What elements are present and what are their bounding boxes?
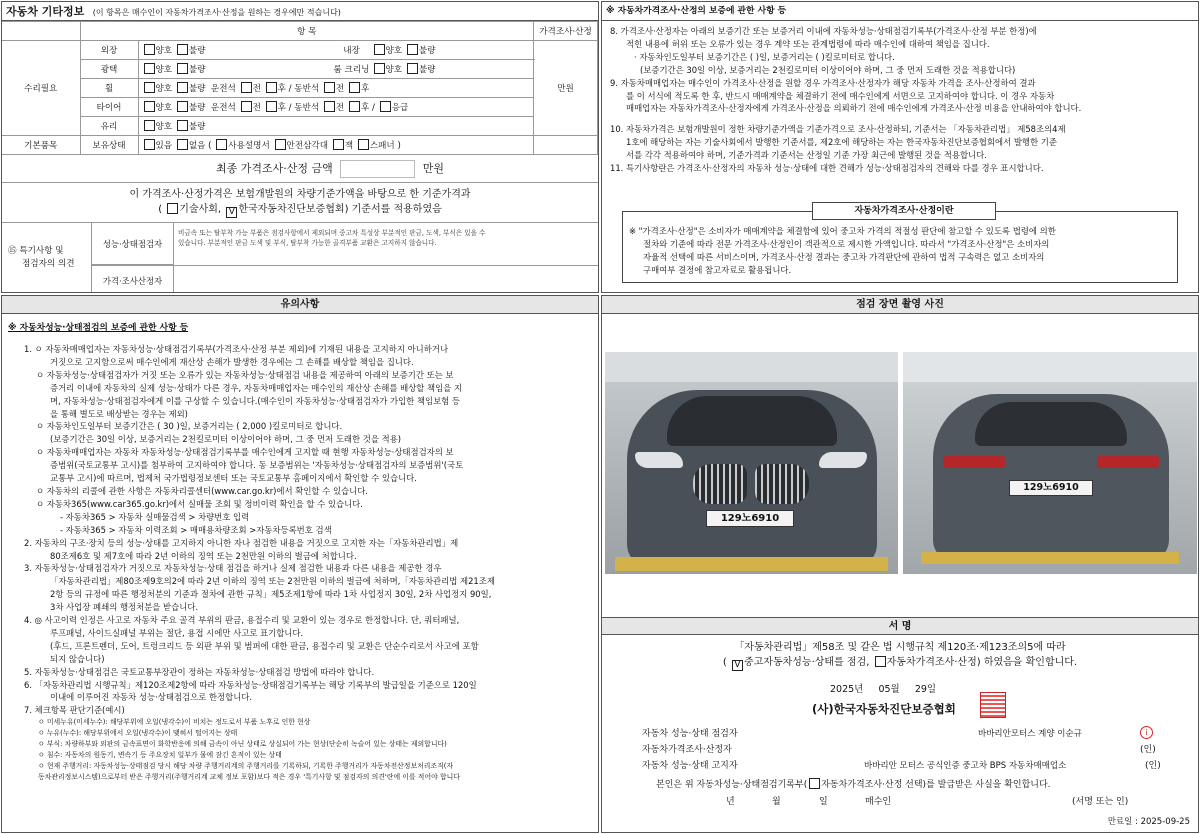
item11: 11. 특기사항란은 가격조사·산정자의 자동차 성능·상태에 대한 견해가 성능·상태점검자의 견해와 다를 경우 표시합니다. xyxy=(610,163,1044,174)
sign-line2b: 자동차가격조사·산정) 하였음을 확인합니다. xyxy=(886,657,1078,668)
inspector-opinion-text2: 있습니다. 부분적인 판금 도색 및 부식, 탈부착 가능한 골격부품 교환은 고지하지 않습니다. xyxy=(178,239,437,247)
item9-l3: 매매업자는 자동차가격조사·산정자에게 가격조사·산정을 의뢰하기 전에 매수인에게 가격조사·산정 비용을 안내하여야 합니다. xyxy=(626,103,1082,114)
repair-unit: 만원 xyxy=(534,41,598,136)
criteria-line: ㅇ 현재 주행거리: 자동차성능·상태점검 당시 해당 차량 주행거리계의 주행거리를 기록하되, 기록한 주행거리가 자동차전산정보처리조직(자 xyxy=(38,762,454,771)
opinion-label2: 점검자의 의견 xyxy=(22,259,75,269)
criteria-line: 동차관리정보시스템)으로부터 받은 주행거리(주행거리계 교체 정보 포함)보다 적은 경우 '특기사항 및 점검자의 의견'란에 이를 적어야 합니다 xyxy=(38,773,460,782)
gloss-bad-checkbox[interactable] xyxy=(177,63,188,74)
room-good-checkbox[interactable] xyxy=(374,63,385,74)
box-text-l3: 자율적 선택에 따른 서비스이며, 가격조사·산정 결과는 중고차 가격판단에 관하여 법적 구속력은 없고 소비자의 xyxy=(643,251,1045,262)
wheel-driver-front-checkbox[interactable] xyxy=(241,82,252,93)
other-info-title: 자동차 기타정보 xyxy=(6,5,85,18)
notice-line: 5. 자동차성능·상태점검은 국토교통부장관이 정하는 자동차성능·상태점검 방법에 따라야 합니다. xyxy=(24,666,375,677)
final-price-input[interactable] xyxy=(340,160,415,178)
row-exterior: 외장 xyxy=(80,41,138,60)
notice-line: 4. ◎ 사고이력 인정은 사고로 자동차 주요 골격 부위의 판금, 용접수리 및 교환이 있는 경우로 한정합니다. 단, 쿼터패널, xyxy=(24,615,460,626)
basis-line1: 이 가격조사·산정가격은 보험개발원의 차량기준가액을 바탕으로 한 기준가격과 xyxy=(129,189,471,200)
sign-month: 05월 xyxy=(878,684,900,695)
opinion-label1: ⑮ 특기사항 및 xyxy=(8,246,64,256)
notice-line: 3차 사업장 폐쇄의 행정처분을 받습니다. xyxy=(50,602,199,613)
buyer-day: 일 xyxy=(819,797,828,807)
stand2-base xyxy=(921,552,1179,564)
photo-title: 점검 장면 촬영 사진 xyxy=(602,296,1198,314)
basis-opt2: 한국자동차진단보증협회) 기준서를 적용하였음 xyxy=(238,204,442,215)
sign-appraiser-seal: (인) xyxy=(1140,745,1156,755)
notice-line: 2. 자동차의 구조·장치 등의 성능·상태를 고지하지 아니한 자나 점검한 내용을 거짓으로 고지한 자는「자동차관리법」제 xyxy=(24,537,459,548)
tire-good-checkbox[interactable] xyxy=(144,101,155,112)
rear-car-photo xyxy=(903,352,1197,574)
basic-have-checkbox[interactable] xyxy=(144,139,155,150)
notice-line: ㅇ 자동차매매업자는 자동차 자동차성능·상태점검기록부를 매수인에게 고지할 때 현행 자동차성능·상태점검자의 보 xyxy=(36,447,454,458)
price-box-title: 자동차가격조사·산정이란 xyxy=(812,202,996,220)
notice-line: 루프패널, 사이드실패널 부위는 절단, 용접 시에만 사고로 표기합니다. xyxy=(50,627,304,638)
notice-line: 2항 등의 규정에 따른 행정처분의 기준과 절차에 관한 규칙」제5조제1항에 따라 1차 사업정지 30일, 2차 사업정지 90일, xyxy=(50,589,492,600)
sign-inspector-label: 자동차 성능·상태 점검자 xyxy=(642,729,738,739)
item8-l1: 8. 가격조사·산정자는 아래의 보증기간 또는 보증거리 이내에 자동차성능·상태점검기록부(가격조사·산정 부분 한정)에 xyxy=(610,26,1037,36)
photo-sign-panel: 점검 장면 촬영 사진 129노6910 129노6910 서 명 「자동차관리법」제58조 및 같은 법 시행규칙 제120조·제123조의5에 따라 ( V 중고자동차성능·상태를 점검, 자동차가격조사·산정) 하였음을 확인합니다. 2025년 05월 29일 (사)한국자동차진단보증협회 자동차 성능·상태 점검자 바바리안모터스 계양 이순규 i 자동차가격조사·산정자 (인) 자동차 성능·상태 고지자 바바리안 모터스 공식인증 중고차 BPS 자동차매매업소 (인) 본인은 위 자동차성능·상태점검기록부( 자동차가격조사·산정 선택)를 발급받은 사실을 확인합니다. 년 월 일 매수인 (서명 또는 인) 만료일 : 2025-09-25 xyxy=(601,295,1199,833)
tire-pass-front-checkbox[interactable] xyxy=(324,101,335,112)
box-text-l2: 절차와 기준에 따라 전문 가격조사·산정인이 객관적으로 제시한 가액입니다. 따라서 "가격조사·산정"은 소비자의 xyxy=(643,238,1050,249)
front-car-photo xyxy=(605,352,898,574)
notice-title: 유의사항 xyxy=(2,296,598,314)
manual-checkbox[interactable] xyxy=(216,139,227,150)
wheel-driver-rear-checkbox[interactable] xyxy=(266,82,277,93)
notice-line: 6. 「자동차관리법 시행규칙」제120조제2항에 따라 자동차성능·상태점검기록부는 해당 기록부의 발급일을 기준으로 120일 xyxy=(24,679,477,690)
sign-day: 29일 xyxy=(914,684,937,695)
glass-good-checkbox[interactable] xyxy=(144,120,155,131)
photo2-ceiling xyxy=(903,352,1197,382)
other-info-subtitle: (이 항목은 매수인이 자동차가격조사·산정을 원하는 경우에만 적습니다) xyxy=(92,8,341,17)
box-text-l4: 구매여부 결정에 참고자료로 활용됩니다. xyxy=(643,264,792,275)
row-gloss: 광택 xyxy=(80,60,138,79)
appraiser-opinion-label: 가격·조사산정자 xyxy=(92,265,174,293)
item10-l1: 10. 자동차가격은 보험개발원이 정한 차량기준가액을 기준가격으로 조사·산정하되, 기준서는 「자동차관리법」 제58조의4제 xyxy=(610,124,1066,135)
notice-small xyxy=(8,717,598,783)
stand-base xyxy=(615,557,888,571)
basic-none-checkbox[interactable] xyxy=(177,139,188,150)
gloss-good-checkbox[interactable] xyxy=(144,63,155,74)
item10-l2: 1호에 해당하는 자는 기술사회에서 발행한 기준서를, 제2호에 해당하는 자는 한국자동차진단보증협회에서 발행한 기준 xyxy=(626,137,1057,148)
interior-bad-checkbox[interactable] xyxy=(407,44,418,55)
sign-notice-name: 바바리안 모터스 공식인증 중고차 BPS 자동차매매업소 xyxy=(864,761,1067,771)
box-text-l1: ※ "가격조사·산정"은 소비자가 매매계약을 체결함에 있어 중고차 가격의 적절성 판단에 참고할 수 있도록 법령에 의한 xyxy=(629,226,1056,236)
sign-notice-label: 자동차 성능·상태 고지자 xyxy=(642,761,738,771)
notice-line: 증범위(국토교통부 고시)를 첨부하여 고지하여야 합니다. 동 보증범위는 '자동차성능·상태점검자의 보증범위'(국토 xyxy=(50,460,464,471)
notice-line: 교통부 고시)에 따르며, 법제처 국가법령정보센터 또는 국토교통부 홈페이지에서 확인할 수 있습니다. xyxy=(50,473,417,484)
final-price-unit: 만원 xyxy=(422,162,444,175)
receipt-price-checkbox[interactable] xyxy=(809,778,820,789)
item8-l2: 적힌 내용에 허위 또는 오류가 있는 경우 계약 또는 관계법령에 따라 매수인에 대하여 책임을 집니다. xyxy=(626,38,990,49)
sign-inspector-name: 바바리안모터스 계양 이순규 xyxy=(978,729,1082,739)
grille-right xyxy=(755,464,809,504)
col-item: 항 목 xyxy=(80,22,534,41)
car-windshield xyxy=(667,396,837,446)
exterior-bad-checkbox[interactable] xyxy=(177,44,188,55)
room-bad-checkbox[interactable] xyxy=(407,63,418,74)
basis-kaida-checkbox[interactable]: V xyxy=(226,207,237,218)
notice-line: 거짓으로 고지함으로써 매수인에게 재산상 손해가 발생한 경우에는 그 손해를 배상할 책임을 집니다. xyxy=(50,356,414,367)
buyer-label: 매수인 xyxy=(865,797,892,807)
notice-line: 1. ㅇ 자동차매매업자는 자동차성능·상태점검기록부(가격조사·산정 부분 제외)에 기재된 내용을 고지하지 아니하거나 xyxy=(24,344,449,354)
front-plate: 129노6910 xyxy=(706,510,794,527)
notice-line: 80조제6호 및 제7호에 따라 2년 이하의 징역 또는 2천만원 이하의 벌금에 처합니다. xyxy=(50,550,357,561)
item10-l3: 서를 각각 적용하여야 하며, 기준가격과 기준서는 산정일 기준 가장 최근에 발행된 것을 적용합니다. xyxy=(626,150,987,161)
criteria-line: ㅇ 미세누유(미세누수): 해당부위에 오일(냉각수)이 비치는 정도로서 부품 노후로 인한 현상 xyxy=(38,718,311,727)
item9-l2: 를 이 서식에 적도록 한 후, 반드시 매매계약을 체결하기 전에 매수인에게 서면으로 고지하여야 합니다. 이 경우 자동차 xyxy=(626,90,1055,101)
buyer-sign: (서명 또는 인) xyxy=(1072,797,1129,807)
row-interior: 내장 xyxy=(343,46,360,56)
rear-plate: 129노6910 xyxy=(1009,480,1093,496)
other-info-table: 항 목 가격조사·산정 수리필요 외장 양호 불량 내장 양호 불량 만원 광택 양호 불량 룸 크리닝 양호 불량 휠 양호 불량 운전석 전 후 / 동반석 전 후 타이어 양호 불량 운전석 전 후 / 동반석 전 후 / 응급 유리 양호 불량 기본품목 보유상태 있음 없음 ( 사용설명서 안전삼각대 잭 스패너 ) xyxy=(2,21,598,155)
basis-tech-checkbox[interactable] xyxy=(167,203,178,214)
row-tire: 타이어 xyxy=(80,98,138,117)
inspector-seal-icon: i xyxy=(1140,726,1153,739)
notice-line: (후드, 프론트펜더, 도어, 트렁크리드 등 외판 부위 및 범퍼에 대한 판금, 용접수리 및 교환은 단순수리로서 사고에 포함 xyxy=(50,640,479,651)
wheel-pass-rear-checkbox[interactable] xyxy=(349,82,360,93)
sign-title: 서 명 xyxy=(602,617,1198,635)
expiry-date: 만료일 : 2025-09-25 xyxy=(1107,817,1190,827)
inspector-opinion-label: 성능·상태점검자 xyxy=(92,223,174,265)
photo-ceiling xyxy=(605,352,898,382)
notice-line: ㅇ 자동차365(www.car365.go.kr)에서 실매물 조회 및 정비이력 확인을 할 수 있습니다. xyxy=(36,498,363,509)
price-guarantee-panel xyxy=(601,1,1199,293)
tire-spare-checkbox[interactable] xyxy=(380,101,391,112)
wheel-bad-checkbox[interactable] xyxy=(177,82,188,93)
sign-line2a: 중고자동차성능·상태를 점검, xyxy=(743,657,870,668)
item8-l4: (보증기간은 30일 이상, 보증거리는 2천킬로미터 이상이어야 하며, 그 중 먼저 도래한 것을 적용합니다) xyxy=(640,64,1016,75)
price-guarantee-title: ※ 자동차가격조사·산정의 보증에 관한 사항 등 xyxy=(602,2,1198,21)
wheel-good-checkbox[interactable] xyxy=(144,82,155,93)
wheel-pass-front-checkbox[interactable] xyxy=(324,82,335,93)
row-wheel: 휠 xyxy=(80,79,138,98)
headlight-right xyxy=(819,452,867,468)
triangle-checkbox[interactable] xyxy=(275,139,286,150)
repair-label: 수리필요 xyxy=(2,41,80,136)
taillight-left xyxy=(943,456,1005,468)
notice-lines xyxy=(8,343,598,717)
basic-state: 보유상태 xyxy=(80,136,138,155)
notice-panel xyxy=(1,295,599,833)
taillight-right xyxy=(1097,456,1159,468)
car2-rear-window xyxy=(975,402,1127,446)
notice-line: ㅇ 자동차의 리콜에 관한 사항은 자동차리콜센터(www.car.go.kr)에서 확인할 수 있습니다. xyxy=(36,485,368,496)
tire-driver-rear-checkbox[interactable] xyxy=(266,101,277,112)
row-glass: 유리 xyxy=(80,117,138,136)
buyer-year: 년 xyxy=(726,797,735,807)
notice-line: 이내에 이루어진 자동차 성능·상태점검으로 한정합니다. xyxy=(50,692,253,703)
sign-line1: 「자동차관리법」제58조 및 같은 법 시행규칙 제120조·제123조의5에 따라 xyxy=(734,642,1066,653)
final-price-label: 최종 가격조사·산정 금액 xyxy=(215,162,333,175)
org-seal-stamp xyxy=(980,692,1006,718)
notice-line: ㅇ 자동차성능·상태점검자가 거짓 또는 오류가 있는 자동차성능·상태점검 내용을 제공하여 아래의 보증기간 또는 보 xyxy=(36,369,454,380)
criteria-line: ㅇ 부식: 차량하부와 외판의 금속표면이 화학반응에 의해 금속이 아닌 상태로 상실되어 가는 현상(단순히 녹슬어 있는 상태는 제외합니다) xyxy=(38,740,447,749)
criteria-line: ㅇ 누유(누수): 해당부위에서 오일(냉각수)이 맺혀서 떨어지는 상태 xyxy=(38,729,238,738)
sign-org: (사)한국자동차진단보증협회 xyxy=(812,702,956,716)
basic-label: 기본품목 xyxy=(2,136,80,155)
col-price: 가격조사·산정 xyxy=(534,22,598,41)
glass-bad-checkbox[interactable] xyxy=(177,120,188,131)
item9-l1: 9. 자동차매매업자는 매수인이 가격조사·산정을 원할 경우 가격조사·산정자가 해당 자동차 가격을 조사·산정하여 결과 xyxy=(610,77,1036,88)
jack-checkbox[interactable] xyxy=(333,139,344,150)
tire-driver-front-checkbox[interactable] xyxy=(241,101,252,112)
sign-year: 2025년 xyxy=(830,684,864,695)
sign-inspect-checkbox[interactable]: V xyxy=(732,660,743,671)
notice-line: ㅇ 자동차인도일부터 보증기간은 ( 30 )일, 보증거리는 ( 2,000 )킬로미터로 합니다. xyxy=(36,421,343,432)
tire-bad-checkbox[interactable] xyxy=(177,101,188,112)
notice-line: 며, 자동차성능·상태점검자에게 이를 구상할 수 있습니다.(매수인이 자동차성능·상태점검자가 가입한 책임보험 등 xyxy=(50,395,461,406)
notice-line: (보증기간은 30일 이상, 보증거리는 2천킬로미터 이상이어야 하며, 그 중 먼저 도래한 것을 적용) xyxy=(50,434,402,445)
notice-line: - 자동차365 > 자동차 이력조회 > 매매용차량조회 >자동차등록번호 검색 xyxy=(60,524,332,535)
other-info-panel: 자동차 기타정보 (이 항목은 매수인이 자동차가격조사·산정을 원하는 경우에만 적습니다) 항 목 가격조사·산정 수리필요 외장 양호 불량 내장 양호 불량 만원 광택 양호 불량 룸 크리닝 양호 불량 휠 양호 불량 운전석 전 후 / 동반석 전 후 타이어 양호 불량 운전석 전 후 / 동반석 전 후 / 응급 유리 양호 불량 기본품목 보유상태 있음 없음 ( 사용설명서 안전삼각대 잭 스패너 ) 최종 가격조사·산정 금액 만원 이 가격조사·산정가격은 보험개발원의 차량기준가액을 바탕으로 한 기준가격과 ( 기술사회, V 한국자동차진단보증협회) 기준서를 적용하였음 ⑮ 특기사항 및 점검자의 의견 성능·상태점검자 비금속 또는 탈부착 가능 부품은 점검사항에서 제외되며 중고차 특성상 부분적인 판금, 도색, 부식은 있을 수 있습니다. 부분적인 판금 도색 및 부식, 탈부착 가능한 골격부품 교환은 고지하지 않습니다. 가격·조사산정자 xyxy=(1,1,599,293)
notice-line: - 자동차365 > 자동차 실매물검색 > 차량번호 입력 xyxy=(60,511,250,522)
tire-pass-rear-checkbox[interactable] xyxy=(349,101,360,112)
headlight-left xyxy=(635,452,683,468)
item8-l3: · 자동차인도일부터 보증기간은 ( )일, 보증거리는 ( )킬로미터로 합니다. xyxy=(634,51,895,62)
notice-line: 을 통해 별도로 배상받는 경우는 제외) xyxy=(50,408,188,419)
sign-appraiser-label: 자동차가격조사·산정자 xyxy=(642,745,732,755)
receipt-text-a: 본인은 위 자동차성능·상태점검기록부( xyxy=(656,780,808,790)
grille-left xyxy=(693,464,747,504)
row-room-clean: 룸 크리닝 xyxy=(333,65,370,75)
notice-line: 되지 않습니다) xyxy=(50,653,105,664)
sign-price-checkbox[interactable] xyxy=(875,656,886,667)
notice-section-title: ※ 자동차성능·상태점검의 보증에 관한 사항 등 xyxy=(8,323,189,333)
inspector-opinion-text1: 비금속 또는 탈부착 가능 부품은 점검사항에서 제외되며 중고차 특성상 부분적인 판금, 도색, 부식은 있을 수 xyxy=(178,229,486,237)
exterior-good-checkbox[interactable] xyxy=(144,44,155,55)
buyer-month: 월 xyxy=(772,797,781,807)
notice-line: 「자동차관리법」제80조제9호의2에 따라 2년 이하의 징역 또는 2천만원 이하의 벌금에 처하며,「자동차관리법 제21조제 xyxy=(50,576,495,587)
sign-notice-seal: (인) xyxy=(1145,761,1161,771)
notice-line: 증거리 이내에 자동차의 실제 성능·상태가 다른 경우, 자동차매매업자는 매수인의 재산상 손해를 배상할 책임을 지 xyxy=(50,382,463,393)
interior-good-checkbox[interactable] xyxy=(374,44,385,55)
spanner-checkbox[interactable] xyxy=(358,139,369,150)
notice-line: 3. 자동차성능·상태점검자가 거짓으로 자동차성능·상태 점검을 하거나 실제 점검한 내용과 다른 내용을 제공한 경우 xyxy=(24,563,442,574)
receipt-text-b: 자동차가격조사·산정 선택)를 발급받은 사실을 확인합니다. xyxy=(821,780,1051,790)
basis-opt1: 기술사회, xyxy=(179,204,222,215)
criteria-line: ㅇ 침수: 자동차의 원동기, 변속기 등 주요장치 일부가 물에 잠긴 흔적이 있는 상태 xyxy=(38,751,282,760)
notice-line: 7. 체크항목 판단기준(예시) xyxy=(24,705,125,716)
